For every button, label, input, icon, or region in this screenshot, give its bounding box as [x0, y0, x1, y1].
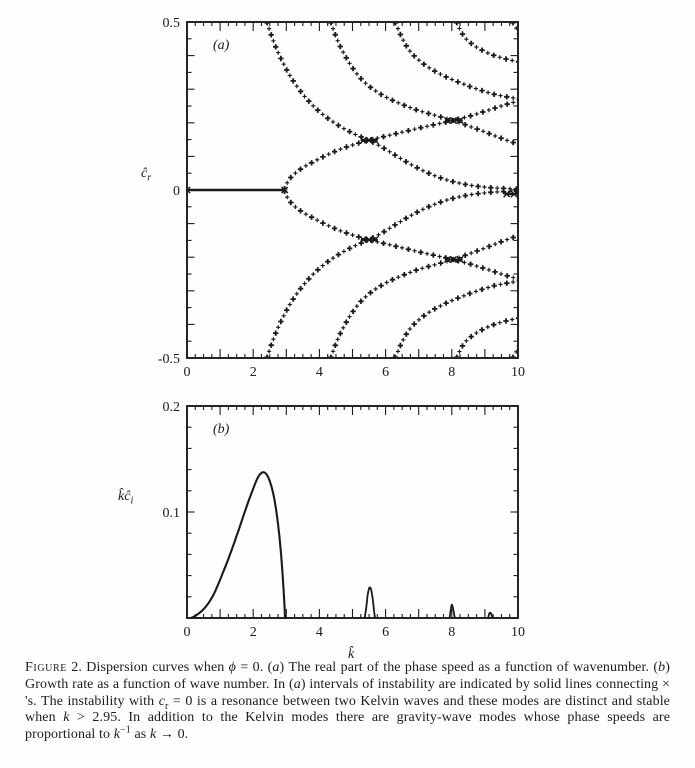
gravity-wave-4-mirror — [454, 316, 521, 361]
panel-b-x-tick-label: 4 — [315, 625, 323, 640]
caption-segment: = 0. ( — [236, 660, 273, 675]
gravity-wave-1-mirror — [264, 188, 519, 360]
panel-b-axes — [187, 406, 518, 618]
gravity-wave-4 — [454, 20, 521, 65]
panel-b-x-tick-label: 2 — [249, 625, 257, 640]
panel-a-x-tick-label: 10 — [511, 365, 525, 380]
panel-b-x-tick-label: 10 — [511, 625, 525, 640]
caption-segment: a — [272, 660, 280, 675]
gravity-wave-3-mirror — [393, 278, 522, 360]
panel-a-x-tick-label: 2 — [249, 365, 257, 380]
panel-a-x-tick-label: 4 — [315, 365, 323, 380]
panel-a-series — [264, 20, 522, 360]
panel-a-y-tick-label: 0.5 — [162, 16, 180, 31]
panel-a-label: (a) — [213, 38, 230, 53]
caption-segment: ) Growth rate as a function of wave number. In ( — [25, 660, 671, 692]
caption-segment: as — [130, 727, 150, 743]
caption-segment: → 0. — [156, 727, 189, 743]
growth-rate-spike-5.5 — [365, 587, 375, 618]
caption-segment: c — [158, 693, 166, 709]
caption-segment: k — [149, 727, 157, 743]
panel-b-y-axis-label: $k̂ĉ_i$ — [118, 489, 134, 507]
panel-a-y-axis-label: $ĉ_r$ — [141, 166, 152, 184]
caption-segment: r — [165, 700, 169, 712]
panel-b-x-tick-label: 6 — [382, 625, 390, 640]
panel-b-x-tick-label: 0 — [183, 625, 191, 640]
panel-a-y-tick-label: 0 — [173, 184, 180, 199]
panel-b-label: (b) — [213, 422, 230, 437]
panel-a-x-tick-label: 6 — [382, 365, 390, 380]
panel-a-labels — [141, 38, 230, 184]
caption-segment: b — [658, 660, 666, 675]
caption-segment: a — [293, 676, 301, 692]
panel-b-y-tick-label: 0.1 — [162, 506, 180, 521]
growth-rate-main-lobe — [191, 472, 285, 618]
kelvin-resonance-band — [184, 187, 288, 193]
panel-b-curves — [191, 472, 493, 618]
panel-a-x-tick-label: 0 — [183, 365, 191, 380]
caption-segment: > 2.95. In addition to the Kelvin modes there are gravity-wave modes whose phase speeds are proportional to — [25, 710, 671, 743]
caption-segment: 2. Dispersion curves when — [66, 660, 229, 675]
figure-caption — [25, 660, 670, 744]
gravity-wave-1 — [264, 20, 519, 192]
caption-segment: = 0 is a resonance between two Kelvin waves and these modes are distinct and stable when — [25, 693, 670, 726]
panel-a-y-tick-label: -0.5 — [157, 352, 180, 367]
caption-segment: k — [63, 710, 70, 726]
gravity-wave-3 — [393, 20, 522, 102]
gravity-wave-2-mirror — [328, 233, 521, 360]
panel-a-instability-segments — [184, 117, 518, 262]
gravity-wave-2 — [328, 20, 521, 147]
panel-b-y-tick-label: 0.2 — [162, 400, 180, 415]
panel-b-x-axis-label: k̂ — [348, 647, 355, 662]
caption-segment: Figure — [25, 660, 67, 675]
caption-segment: −1 — [120, 724, 131, 736]
caption-segment: ϕ — [228, 660, 237, 675]
panel-a-x-tick-label: 8 — [448, 365, 456, 380]
caption-segment: ) intervals of instability are indicated by solid lines connecting × 's. The instability with — [25, 676, 671, 709]
caption-segment: ) The real part of the phase speed as a function of wavenumber. ( — [279, 660, 659, 675]
caption-segment: k — [113, 727, 121, 743]
panel-b-x-tick-label: 8 — [448, 625, 456, 640]
panel-a-tick-labels — [158, 16, 525, 380]
